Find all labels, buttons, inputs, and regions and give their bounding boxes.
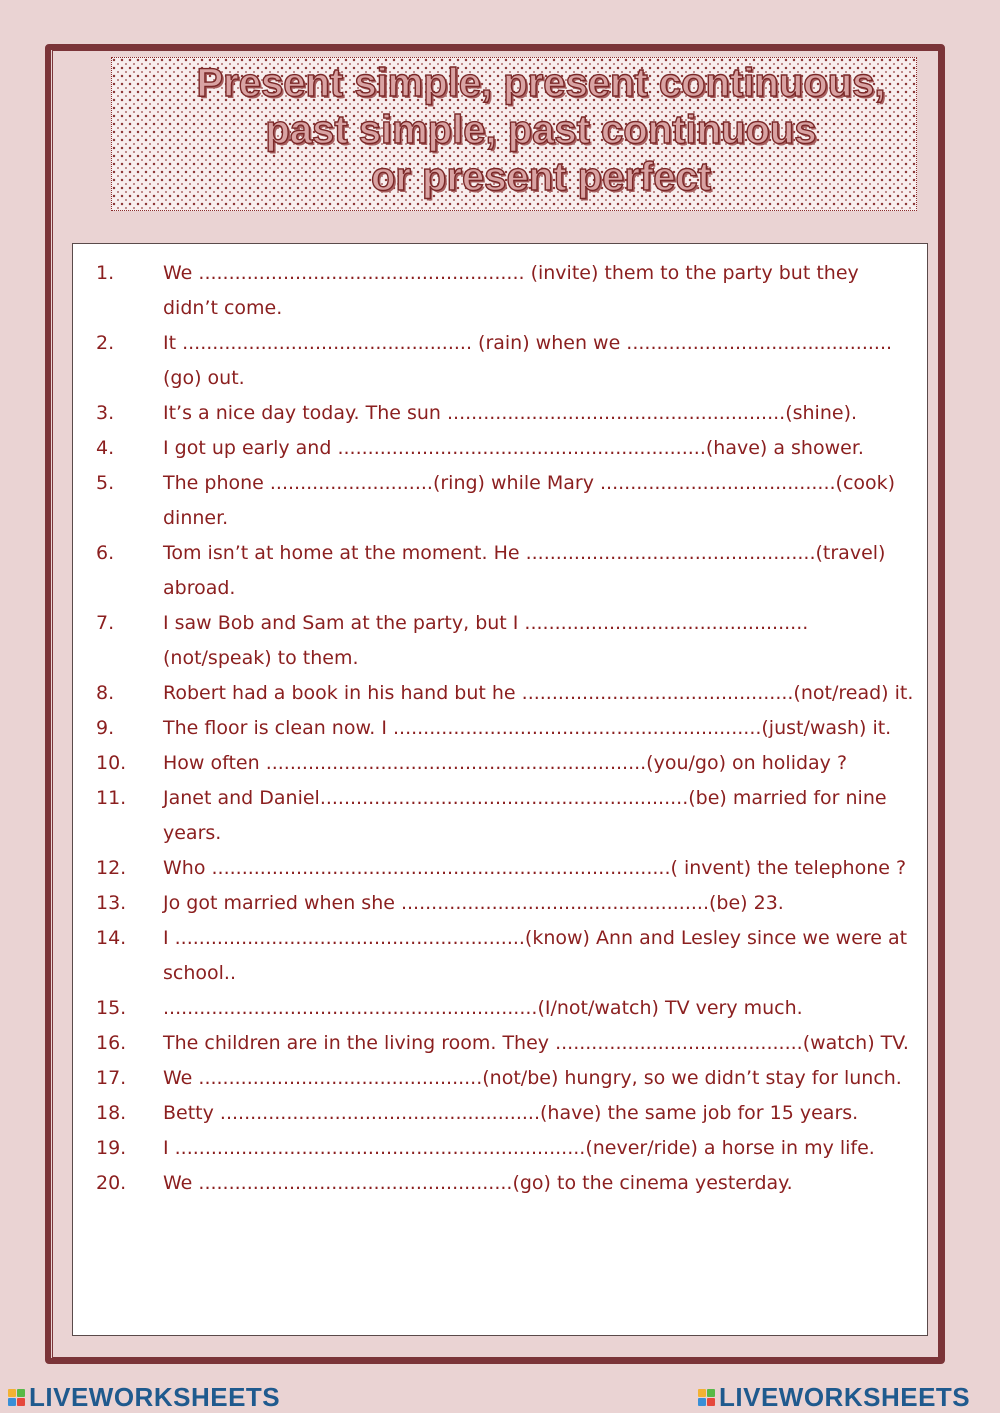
- exercise-text: We ....................................................(go) to the cinema yesterday.: [163, 1172, 793, 1194]
- exercise-text: I ..........................................................(know) Ann and Lesley since we were at school..: [163, 927, 908, 984]
- exercise-item-19: [73, 1131, 929, 1166]
- exercise-item-8: [73, 676, 929, 711]
- exercise-item-15: [73, 991, 929, 1026]
- exercise-number: 15.: [96, 997, 127, 1019]
- exercise-number: 18.: [96, 1102, 127, 1124]
- exercise-text: We ...............................................(not/be) hungry, so we didn’t stay for lunch.: [163, 1067, 902, 1089]
- exercise-text: I got up early and .............................................................(have) a shower.: [163, 437, 864, 459]
- exercise-item-20: [73, 1166, 929, 1201]
- liveworksheets-logo-left[interactable]: [8, 1382, 280, 1413]
- exercise-text: How often ...............................................................(you/go) on holiday ?: [163, 752, 848, 774]
- worksheet-title: [111, 60, 971, 201]
- exercise-text: Robert had a book in his hand but he .............................................(not/read) it.: [163, 682, 914, 704]
- exercise-text: I saw Bob and Sam at the party, but I ...............................................(not/speak) to them.: [163, 612, 809, 669]
- exercise-number: 12.: [96, 857, 127, 879]
- exercise-number: 6.: [96, 542, 115, 564]
- exercise-text: Janet and Daniel.............................................................(be) married for nine years.: [163, 787, 887, 844]
- title-line-1: Present simple, present continuous,: [196, 61, 886, 105]
- exercise-item-2: [73, 326, 929, 396]
- exercise-text: It ................................................ (rain) when we ............................................(go) out.: [163, 332, 893, 389]
- exercise-number: 2.: [96, 332, 115, 354]
- title-line-2: past simple, past continuous: [265, 108, 817, 152]
- liveworksheets-logo-icon: [8, 1389, 25, 1406]
- exercise-item-17: [73, 1061, 929, 1096]
- exercise-item-16: [73, 1026, 929, 1061]
- exercise-number: 1.: [96, 262, 115, 284]
- exercise-number: 5.: [96, 472, 115, 494]
- exercise-sheet: [72, 243, 928, 1336]
- exercise-item-13: [73, 886, 929, 921]
- exercise-number: 7.: [96, 612, 115, 634]
- exercise-item-12: [73, 851, 929, 886]
- exercise-number: 9.: [96, 717, 115, 739]
- exercise-number: 20.: [96, 1172, 127, 1194]
- exercise-number: 13.: [96, 892, 127, 914]
- exercise-text: Tom isn’t at home at the moment. He ................................................(travel) abroad.: [163, 542, 886, 599]
- exercise-item-1: [73, 256, 929, 326]
- exercise-item-7: [73, 606, 929, 676]
- exercise-item-5: [73, 466, 929, 536]
- exercise-text: We ...................................................... (invite) them to the party but they didn’t come.: [163, 262, 859, 319]
- exercise-text: ..............................................................(I/not/watch) TV very much.: [163, 997, 803, 1019]
- exercise-number: 16.: [96, 1032, 127, 1054]
- exercise-item-10: [73, 746, 929, 781]
- exercise-text: Jo got married when she ...................................................(be) 23.: [163, 892, 784, 914]
- exercise-number: 14.: [96, 927, 127, 949]
- title-line-3: or present perfect: [370, 155, 712, 199]
- exercise-number: 8.: [96, 682, 115, 704]
- exercise-text: The floor is clean now. I .............................................................(just/wash) it.: [163, 717, 892, 739]
- exercise-item-4: [73, 431, 929, 466]
- exercise-number: 19.: [96, 1137, 127, 1159]
- exercise-number: 17.: [96, 1067, 127, 1089]
- exercise-text: It’s a nice day today. The sun ........................................................(shine).: [163, 402, 858, 424]
- exercise-text: The phone ...........................(ring) while Mary .......................................(cook) dinner.: [163, 472, 896, 529]
- exercise-number: 4.: [96, 437, 115, 459]
- exercise-item-6: [73, 536, 929, 606]
- exercise-text: Who ............................................................................( invent) the telephone ?: [163, 857, 907, 879]
- exercise-list: [73, 256, 929, 1201]
- exercise-item-18: [73, 1096, 929, 1131]
- exercise-number: 3.: [96, 402, 115, 424]
- exercise-text: Betty .....................................................(have) the same job for 15 years.: [163, 1102, 859, 1124]
- exercise-item-3: [73, 396, 929, 431]
- exercise-text: I ....................................................................(never/ride) a horse in my life.: [163, 1137, 875, 1159]
- liveworksheets-logo-right[interactable]: [698, 1382, 970, 1413]
- logo-text: LIVEWORKSHEETS: [29, 1382, 281, 1412]
- exercise-number: 10.: [96, 752, 127, 774]
- exercise-item-11: [73, 781, 929, 851]
- exercise-item-14: [73, 921, 929, 991]
- exercise-text: The children are in the living room. They .........................................(watch) TV.: [163, 1032, 909, 1054]
- logo-text: LIVEWORKSHEETS: [719, 1382, 971, 1412]
- exercise-number: 11.: [96, 787, 127, 809]
- exercise-item-9: [73, 711, 929, 746]
- liveworksheets-logo-icon: [698, 1389, 715, 1406]
